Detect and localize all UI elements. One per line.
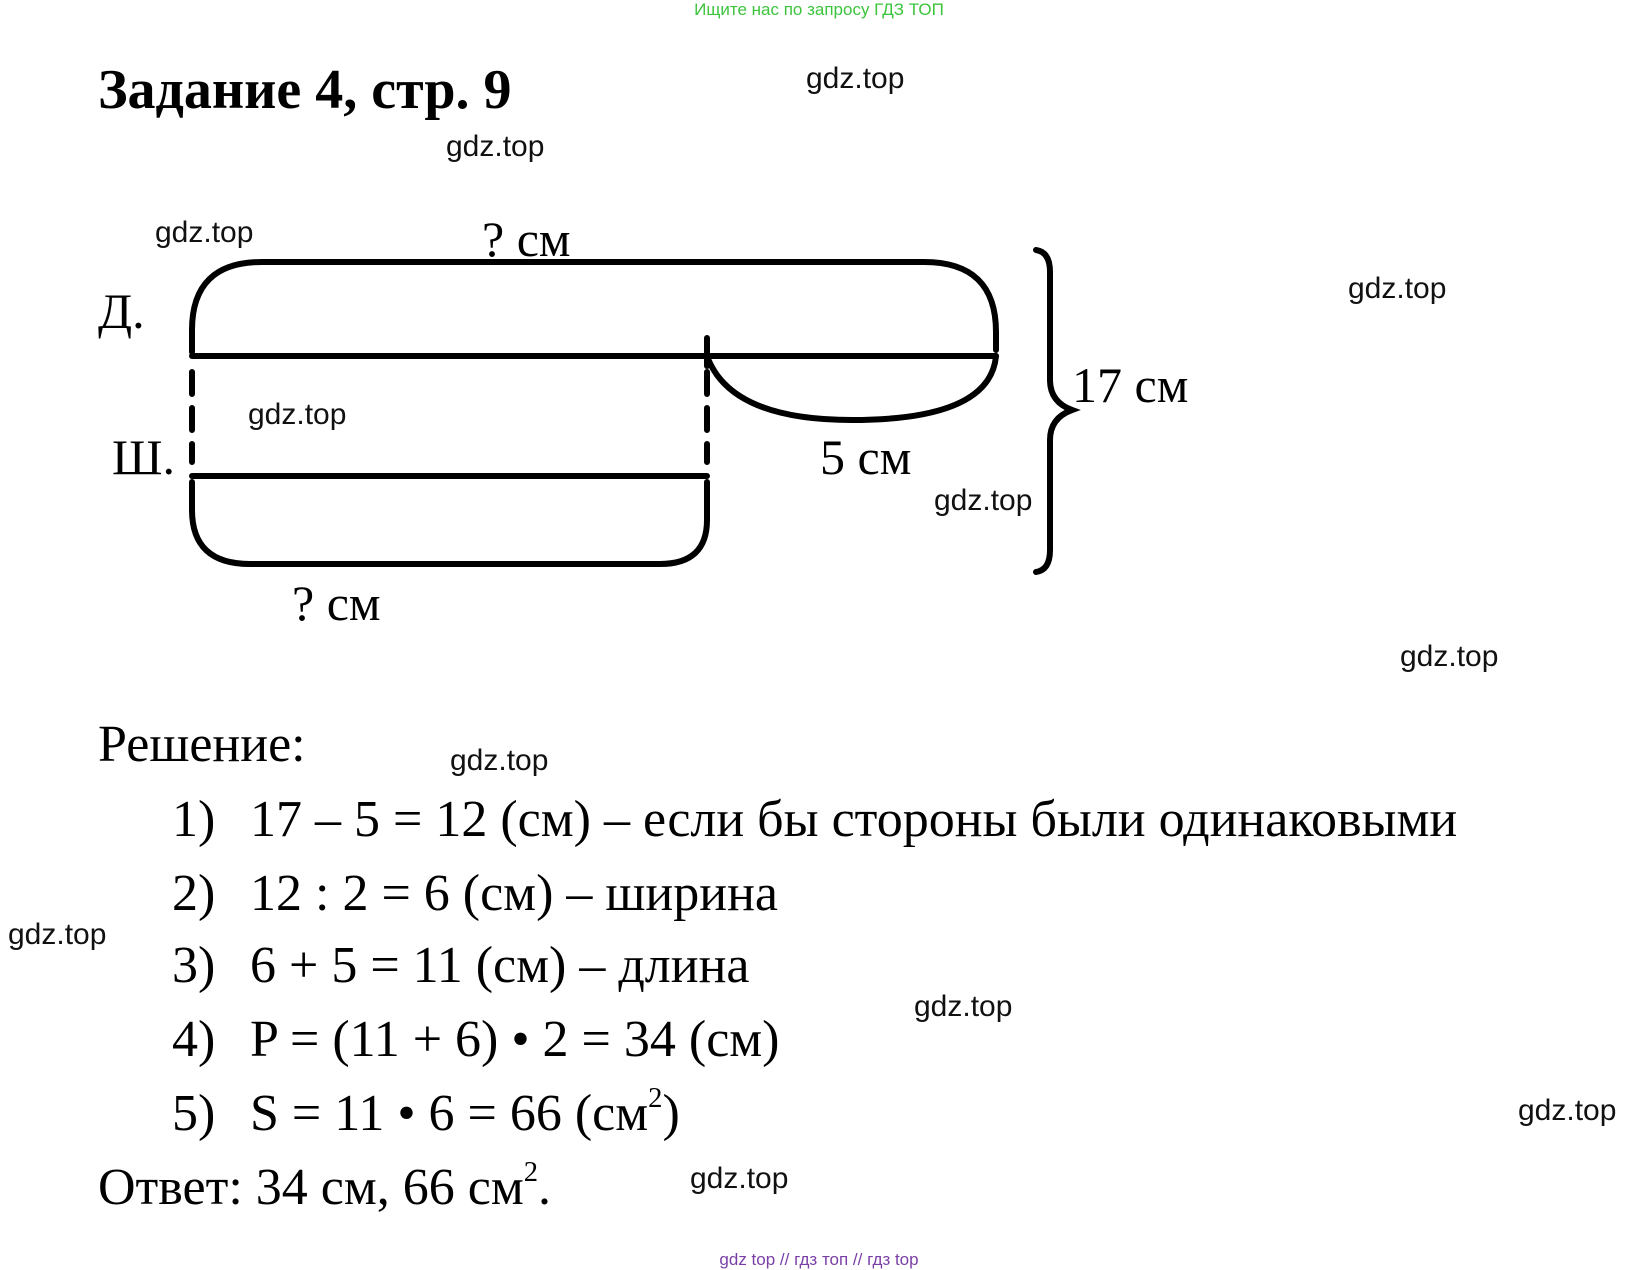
difference-arc [707,356,996,420]
length-bracket [192,262,996,352]
label-width: Ш. [112,429,175,485]
watermark: gdz.top [248,398,347,431]
answer: Ответ: 34 см, 66 $см^2$. [98,1157,552,1216]
solution-step-4: 4) P = (11 + 6) • 2 = 34 (см) [172,1011,780,1068]
solution-step-1: 1) 17 – 5 = 12 (см) – если бы стороны были одинаковыми [172,791,1458,848]
solution-step-2: 2) 12 : 2 = 6 (см) – ширина [172,865,778,922]
sum-label: 17 см [1072,357,1189,413]
width-unknown-label: ? см [292,575,381,631]
watermark: gdz.top [1400,640,1499,673]
watermark: gdz.top [914,990,1013,1023]
bottom-banner: gdz top // гдз топ // гдз top [719,1250,919,1269]
page-title: Задание 4, стр. 9 [98,59,512,121]
watermark: gdz.top [934,484,1033,517]
watermark: gdz.top [155,216,254,249]
watermark: gdz.top [450,744,549,777]
solution-step-3: 3) 6 + 5 = 11 (см) – длина [172,937,750,994]
width-bracket [192,482,707,564]
difference-label: 5 см [820,429,912,485]
watermark: gdz.top [446,130,545,163]
length-unknown-label: ? см [482,211,571,267]
label-length: Д. [98,283,145,339]
watermark: gdz.top [1518,1094,1617,1127]
watermark: gdz.top [8,918,107,951]
solution-heading: Решение: [98,716,306,773]
solution-step-5: 5) S = 11 • 6 = 66 $(см^2)$ [172,1083,680,1142]
sum-brace [1036,250,1072,572]
top-banner: Ищите нас по запросу ГДЗ ТОП [694,0,944,19]
watermark: gdz.top [806,62,905,95]
watermark: gdz.top [1348,272,1447,305]
watermark: gdz.top [690,1162,789,1195]
